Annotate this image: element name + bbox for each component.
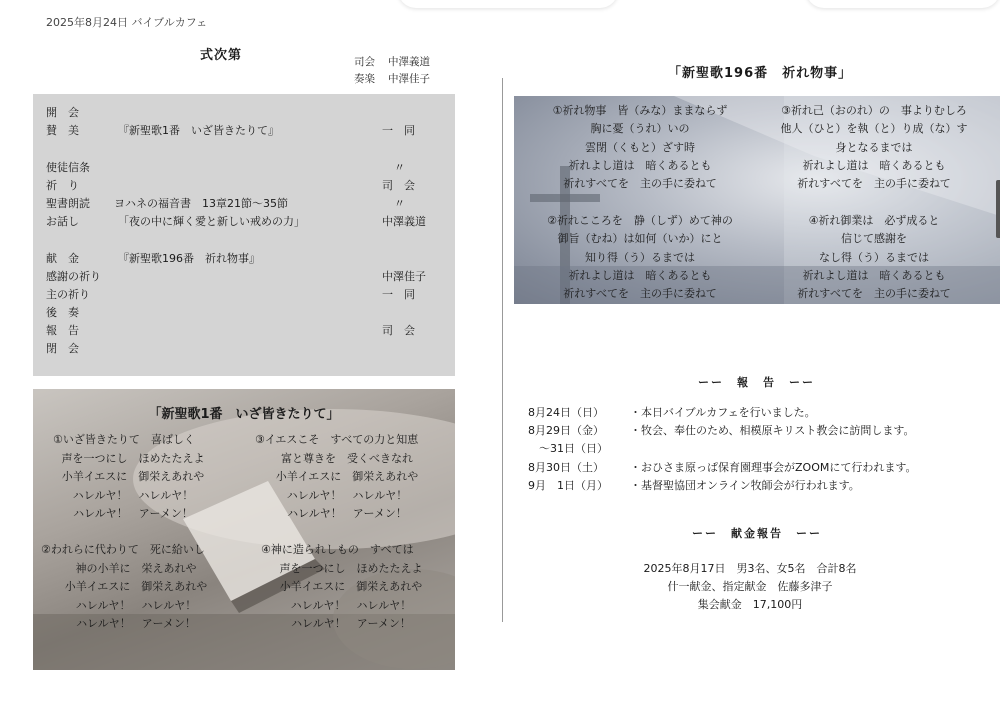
order-item-person: 一 同 — [382, 288, 415, 301]
hymn1-verse-4 — [261, 541, 441, 634]
verse-line: ②われらに代わりて 死に給いし — [41, 543, 205, 556]
order-item-label: 閉 会 — [46, 342, 79, 355]
verse-line: ④神に造られしもの すべては — [261, 543, 414, 556]
hymn196-verse-3 — [764, 102, 984, 193]
report-date: 8月29日（金） — [528, 424, 604, 437]
hymn1-panel — [33, 389, 455, 670]
role-label: 奏楽 — [354, 73, 375, 85]
verse-line: 声を一つにし ほめたたえよ — [279, 561, 423, 575]
order-item-detail: ヨハネの福音書 13章21節～35節 — [114, 197, 288, 210]
hymn1-verse-2 — [41, 541, 231, 634]
verse-line: 声を一つにし ほめたたえよ — [61, 451, 205, 465]
verse-line: 祈れよし道は 暗くあるとも — [802, 158, 946, 172]
verse-line: 祈れよし道は 暗くあるとも — [802, 268, 946, 282]
verse-line: ④祈れ御業は 必ず成ると — [808, 214, 940, 227]
hymn196-verse-2 — [534, 212, 746, 303]
hymn196-panel — [514, 96, 1000, 304]
verse-line: ハレルヤ！ ハレルヤ！ — [286, 488, 408, 502]
offering-details — [600, 560, 900, 614]
verse-line: 雲閉（くもと）ざす時 — [585, 140, 695, 154]
verse-line: ①いざ皆きたりて 喜ばしく — [53, 433, 195, 446]
verse-line: 祈れすべてを 主の手に委ねて — [797, 177, 951, 191]
verse-line: 祈れすべてを 主の手に委ねて — [563, 177, 717, 191]
roles-list — [354, 54, 430, 88]
verse-line: 信じて感謝を — [841, 232, 907, 246]
verse-line: ③イエスこそ すべての力と知恵 — [255, 433, 419, 446]
report-text: ・牧会、奉仕のため、相模原キリスト教会に訪問します。 — [630, 424, 915, 437]
verse-line: ハレルヤ！ アーメン！ — [76, 617, 196, 630]
report-text: ・基督聖協団オンライン牧師会が行われます。 — [630, 479, 860, 492]
verse-line: 小羊イエスに 御栄えあれや — [275, 470, 419, 483]
role-person: 中澤義道 — [388, 56, 430, 68]
tab-pill[interactable] — [398, 0, 618, 8]
verse-line: 祈れよし道は 暗くあるとも — [568, 268, 712, 282]
verse-line: 身となるまでは — [835, 140, 913, 154]
order-item-detail: 「夜の中に輝く愛と新しい戒めの力」 — [118, 215, 305, 228]
order-item-person: 中澤義道 — [382, 215, 426, 228]
verse-line: 御旨（むね）は如何（いか）にと — [557, 232, 723, 246]
order-item-label: 感謝の祈り — [46, 270, 101, 283]
verse-line: 祈れすべてを 主の手に委ねて — [563, 287, 717, 301]
report-date: 8月24日（日） — [528, 406, 604, 419]
verse-line: 他人（ひと）を執（と）り成（な）す — [780, 122, 968, 136]
order-item-label: 使徒信条 — [46, 161, 90, 174]
offering-line: 什一献金、指定献金 佐藤多津子 — [667, 580, 833, 593]
hymn196-verse-4 — [764, 212, 984, 303]
verse-line: ハレルヤ！ アーメン！ — [291, 617, 411, 630]
verse-line: 小羊イエスに 御栄えあれや — [279, 580, 423, 593]
order-item-label: 主の祈り — [46, 288, 90, 301]
order-item-label: お話し — [46, 215, 79, 228]
verse-line: 小羊イエスに 御栄えあれや — [61, 470, 205, 483]
hymn1-verse-1 — [53, 431, 213, 524]
order-item-person: 司 会 — [382, 324, 415, 337]
verse-line: 祈れよし道は 暗くあるとも — [568, 158, 712, 172]
verse-line: 胸に憂（うれ）いの — [590, 122, 690, 136]
order-item-detail: 『新聖歌1番 いざ皆きたりて』 — [118, 124, 279, 137]
role-row — [354, 71, 430, 88]
report-date: 8月30日（土） — [528, 461, 604, 474]
order-item-label: 祈 り — [46, 179, 79, 192]
order-item-person: 〃 — [394, 161, 405, 174]
verse-line: 祈れすべてを 主の手に委ねて — [797, 287, 951, 301]
order-item-detail: 『新聖歌196番 祈れ物事』 — [118, 252, 260, 265]
column-divider — [502, 78, 503, 622]
report-date: ～31日（日） — [528, 442, 608, 455]
verse-line: ②祈れこころを 静（しず）めて神の — [547, 214, 733, 227]
order-item-person: 司 会 — [382, 179, 415, 192]
order-of-service — [33, 94, 455, 376]
report-text: ・本日バイブルカフェを行いました。 — [630, 406, 816, 419]
verse-line: ハレルヤ！ アーメン！ — [73, 507, 193, 520]
verse-line: 神の小羊に 栄えあれや — [75, 561, 197, 575]
order-item-label: 開 会 — [46, 106, 79, 119]
tab-pill[interactable] — [806, 0, 1000, 8]
role-row — [354, 54, 430, 71]
hymn196-title: 「新聖歌196番 祈れ物事」 — [668, 66, 853, 81]
order-item-person: 一 同 — [382, 124, 415, 137]
role-label: 司会 — [354, 56, 375, 68]
hymn196-verse-1 — [534, 102, 746, 193]
offering-line: 2025年8月17日 男3名、女5名 合計8名 — [643, 562, 857, 575]
scroll-handle[interactable] — [996, 180, 1000, 238]
verse-line: 富と尊きを 受くべきなれ — [281, 451, 413, 465]
order-item-person: 中澤佳子 — [382, 270, 426, 283]
order-item-label: 報 告 — [46, 324, 79, 337]
verse-line: ハレルヤ！ ハレルヤ！ — [290, 598, 412, 612]
verse-line: ①祈れ物事 皆（みな）ままならず — [552, 104, 728, 117]
role-person: 中澤佳子 — [388, 73, 430, 85]
verse-line: ハレルヤ！ アーメン！ — [287, 507, 407, 520]
verse-line: ハレルヤ！ ハレルヤ！ — [72, 488, 194, 502]
order-item-label: 献 金 — [46, 252, 79, 265]
verse-line: 知り得（う）るまでは — [585, 250, 695, 264]
order-item-label: 聖書朗読 — [46, 197, 90, 210]
hymn1-verse-3 — [255, 431, 439, 524]
report-title: ーー 報 告 ーー — [698, 376, 815, 389]
offering-line: 集会献金 17,100円 — [697, 598, 803, 611]
order-item-person: 〃 — [394, 197, 405, 210]
order-title: 式次第 — [200, 48, 243, 63]
hymn1-title: 「新聖歌1番 いざ皆きたりて」 — [148, 407, 340, 422]
verse-line: ハレルヤ！ ハレルヤ！ — [75, 598, 197, 612]
verse-line: 小羊イエスに 御栄えあれや — [64, 580, 208, 593]
order-item-label: 賛 美 — [46, 124, 79, 137]
verse-line: ③祈れ己（おのれ）の 事よりむしろ — [781, 104, 967, 117]
verse-line: なし得（う）るまでは — [819, 250, 929, 264]
order-item-label: 後 奏 — [46, 306, 79, 319]
report-date: 9月 1日（月） — [528, 479, 608, 492]
offering-title: ーー 献金報告 ーー — [692, 527, 822, 540]
page-header-date: 2025年8月24日 バイブルカフェ — [46, 16, 208, 29]
report-text: ・おひさま原っぱ保育園理事会がZOOMにて行われます。 — [630, 461, 917, 474]
